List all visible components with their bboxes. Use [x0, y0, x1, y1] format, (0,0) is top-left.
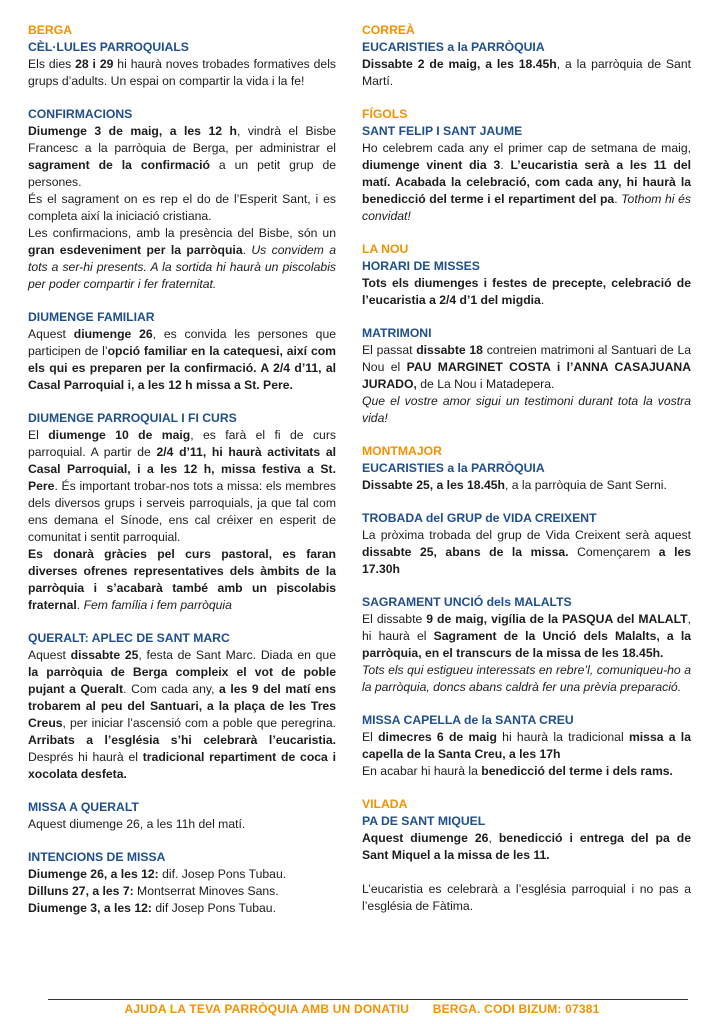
- section-heading: PA DE SANT MIQUEL: [362, 814, 486, 828]
- section-body: Dissabte 2 de maig, a les 18.45h, a la parròquia de Sant Martí.: [362, 57, 691, 88]
- section-body: Es donarà gràcies pel curs pastoral, es faran diverses ofrenes representatives dels àmbits de la parròquia i s’acabarà també amb un piscolabis fraternal. Fem família i fem parròquia: [28, 547, 336, 612]
- footer-bizum-text: BERGA. CODI BIZUM: 07381: [432, 1002, 600, 1016]
- section-body: Aquest diumenge 26, a les 11h del matí.: [28, 817, 246, 831]
- section-body: Tots els qui estigueu interessats en rebre’l, comuniqueu-ho a la parròquia, doncs abans caldrà fer una prèvia preparació.: [362, 663, 691, 694]
- section-heading: SANT FELIP I SANT JAUME: [362, 124, 523, 138]
- right-column: [362, 22, 691, 931]
- list-item: Diumenge 26, a les 12: dif. Josep Pons Tubau.: [28, 867, 287, 881]
- section-la-nou: [362, 241, 691, 309]
- section-queralt-aplec: [28, 630, 336, 783]
- section-body: És el sagrament on es rep el do de l’Esperit Sant, i es completa així la iniciació cristiana.: [28, 192, 336, 223]
- section-heading: TROBADA del GRUP de VIDA CREIXENT: [362, 511, 597, 525]
- section-body: Diumenge 3 de maig, a les 12 h, vindrà el Bisbe Francesc a la parròquia de Berga, per administrar el sagrament de la confirmació a un petit grup de persones.: [28, 124, 337, 189]
- section-berga-cellules: [28, 22, 336, 90]
- section-body: L’eucaristia es celebrarà a l’església parroquial i no pas a l’església de Fàtima.: [362, 882, 691, 913]
- town-title-vilada: VILADA: [362, 797, 408, 811]
- section-heading: EUCARISTIES a la PARRÒQUIA: [362, 40, 545, 54]
- footer-divider: [48, 999, 688, 1000]
- section-heading: INTENCIONS DE MISSA: [28, 850, 166, 864]
- section-montmajor: [362, 443, 691, 494]
- section-body: El passat dissabte 18 contreien matrimoni al Santuari de La Nou el PAU MARGINET COSTA i l’ANNA CASAJUANA JURADO, de La Nou i Matadepera.: [362, 343, 691, 391]
- section-heading: HORARI DE MISSES: [362, 259, 480, 273]
- section-matrimoni: [362, 325, 691, 427]
- section-vida-creixent: [362, 510, 691, 578]
- section-heading: QUERALT: APLEC DE SANT MARC: [28, 631, 230, 645]
- list-item: Dilluns 27, a les 7: Montserrat Minoves Sans.: [28, 884, 279, 898]
- section-body: Aquest diumenge 26, es convida les persones que participen de l’opció familiar en la catequesi, així com els qui es preparen per la confirmació. A 2/4 d’11, al Casal Parroquial i, a les 12 h missa a St. Pere.: [28, 327, 336, 392]
- section-body: El dissabte 9 de maig, vigília de la PASQUA del MALALT, hi haurà el Sagrament de la Unció dels Malalts, a la parròquia, en el transcurs de la missa de les 18.45h.: [362, 612, 691, 660]
- section-heading: MATRIMONI: [362, 326, 432, 340]
- footer-donation-text: AJUDA LA TEVA PARRÒQUIA AMB UN DONATIU: [124, 1002, 410, 1016]
- town-title-berga: BERGA: [28, 23, 73, 37]
- section-missa-queralt: [28, 799, 336, 833]
- town-title-la-nou: LA NOU: [362, 242, 409, 256]
- section-figols: [362, 106, 691, 225]
- town-title-correa: CORREÀ: [362, 23, 415, 37]
- section-body: En acabar hi haurà la benedicció del terme i dels rams.: [362, 764, 673, 778]
- section-body: Tots els diumenges i festes de precepte, celebració de l’eucaristia a 2/4 d’1 del migdia.: [362, 276, 691, 307]
- section-heading: MISSA CAPELLA de la SANTA CREU: [362, 713, 574, 727]
- section-heading: SAGRAMENT UNCIÓ dels MALALTS: [362, 595, 572, 609]
- section-confirmacions: [28, 106, 336, 293]
- section-heading: CÈL·LULES PARROQUIALS: [28, 40, 189, 54]
- town-title-montmajor: MONTMAJOR: [362, 444, 442, 458]
- section-body: Les confirmacions, amb la presència del Bisbe, són un gran esdeveniment per la parròquia. Us convidem a tots a ser-hi presents. A la sortida hi haurà un piscolabis per poder compartir i fer fraternitat.: [28, 226, 336, 291]
- section-body: Ho celebrem cada any el primer cap de setmana de maig, diumenge vinent dia 3. L’eucaristia serà a les 11 del matí. Acabada la celebració, com cada any, hi haurà la benedicció del terme i el repartiment del pa. Tothom hi és convidat!: [362, 141, 692, 223]
- section-santa-creu: [362, 712, 691, 780]
- section-fi-curs: [28, 410, 336, 614]
- section-heading: DIUMENGE FAMILIAR: [28, 310, 155, 324]
- section-body: El dimecres 6 de maig hi haurà la tradicional missa a la capella de la Santa Creu, a les 17h: [362, 730, 691, 761]
- section-diumenge-familiar: [28, 309, 336, 394]
- section-heading: EUCARISTIES a la PARRÒQUIA: [362, 461, 545, 475]
- section-uncio-malalts: [362, 594, 691, 696]
- section-body: Aquest dissabte 25, festa de Sant Marc. Diada en que la parròquia de Berga compleix el vot de poble pujant a Queralt. Com cada any, a les 9 del matí ens trobarem al peu del Santuari, a la plaça de les Tres Creus, per iniciar l’ascensió com a poble que peregrina. Arribats a l’església s’hi celebrarà l’eucaristia. Després hi haurà el tradicional repartiment de coca i xocolata desfeta.: [28, 648, 336, 781]
- section-vilada: [362, 796, 691, 915]
- list-item: Diumenge 3, a les 12: dif Josep Pons Tubau.: [28, 901, 276, 915]
- section-body: El diumenge 10 de maig, es farà el fi de curs parroquial. A partir de 2/4 d’11, hi haurà activitats al Casal Parroquial, i a les 12 h, missa festiva a St. Pere. És important trobar-nos tots a missa: els membres dels diversos grups i serveis parroquials, ja que tal com ens demana el Sínode, ens cal créixer en esperit de comunitat i sentit parroquial.: [28, 428, 336, 544]
- section-body: La pròxima trobada del grup de Vida Creixent serà aquest dissabte 25, abans de la missa. Començarem a les 17.30h: [362, 528, 692, 576]
- section-heading: MISSA A QUERALT: [28, 800, 139, 814]
- left-column: [28, 22, 336, 933]
- town-title-figols: FÍGOLS: [362, 107, 408, 121]
- section-body: Aquest diumenge 26, benedicció i entrega del pa de Sant Miquel a la missa de les 11.: [362, 831, 691, 862]
- section-heading: CONFIRMACIONS: [28, 107, 133, 121]
- section-body: Dissabte 25, a les 18.45h, a la parròquia de Sant Serni.: [362, 478, 667, 492]
- section-body: Els dies 28 i 29 hi haurà noves trobades formatives dels grups d’adults. Un espai on compartir la vida i la fe!: [28, 57, 336, 88]
- section-heading: DIUMENGE PARROQUIAL I FI CURS: [28, 411, 237, 425]
- section-body: Que el vostre amor sigui un testimoni durant tota la vostra vida!: [362, 394, 691, 425]
- section-correa: [362, 22, 691, 90]
- footer-banner: [0, 1002, 724, 1016]
- section-intencions: [28, 849, 336, 917]
